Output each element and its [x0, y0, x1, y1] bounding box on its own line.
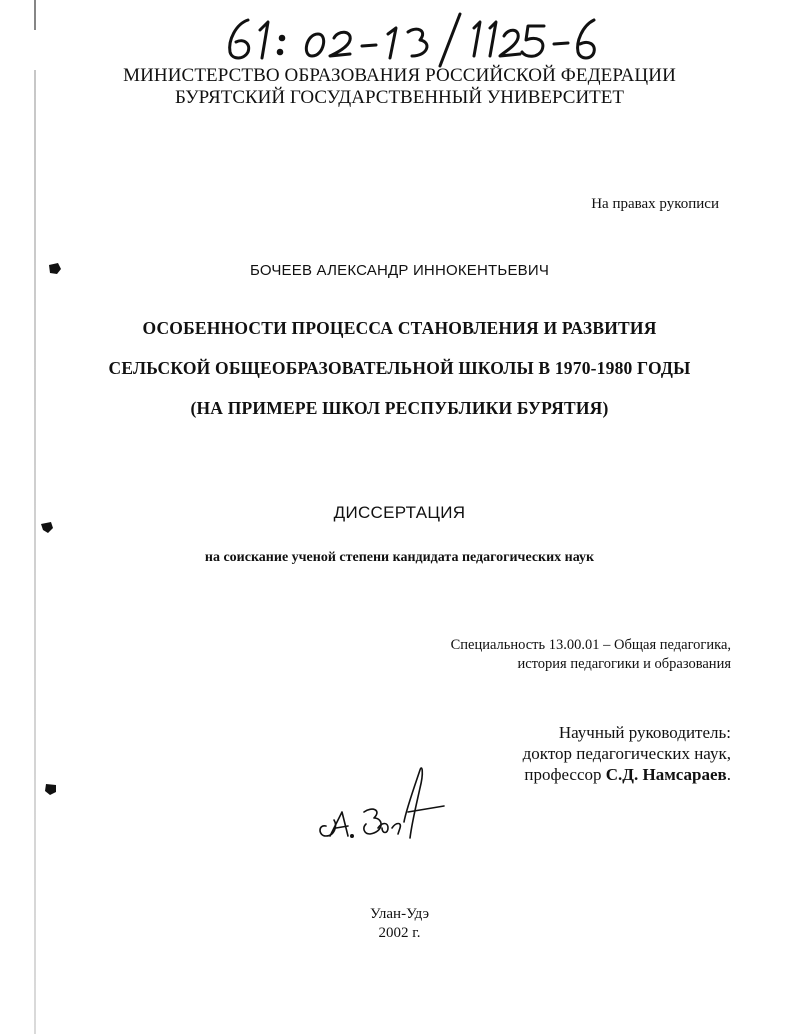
title-line-3: (НА ПРИМЕРЕ ШКОЛ РЕСПУБЛИКИ БУРЯТИЯ): [190, 398, 609, 418]
title-line-1: ОСОБЕННОСТИ ПРОЦЕССА СТАНОВЛЕНИЯ И РАЗВИТИЯ: [142, 318, 657, 338]
university-heading: БУРЯТСКИЙ ГОСУДАРСТВЕННЫЙ УНИВЕРСИТЕТ: [174, 87, 624, 108]
supervisor-period: .: [726, 765, 731, 784]
degree-statement: на соискание ученой степени кандидата педагогических наук: [204, 550, 595, 565]
specialty-block: [451, 636, 731, 674]
supervisor-label: Научный руководитель:: [558, 723, 731, 742]
specialty-line-2: история педагогики и образования: [517, 656, 731, 672]
document-type: ДИССЕРТАЦИЯ: [333, 503, 466, 522]
supervisor-title-line: [523, 764, 731, 785]
supervisor-rank: профессор: [524, 765, 606, 784]
supervisor-name: С.Д. Намсараев: [605, 765, 727, 784]
publication-year: 2002 г.: [378, 925, 421, 941]
author-signature: [312, 762, 452, 852]
specialty-line-1: Специальность 13.00.01 – Общая педагогика,: [450, 637, 731, 653]
binding-hole-mark: [44, 782, 58, 796]
manuscript-rights-note: На правах рукописи: [591, 196, 719, 212]
author-name: БОЧЕЕВ АЛЕКСАНДР ИННОКЕНТЬЕВИЧ: [249, 262, 550, 279]
ministry-heading: МИНИСТЕРСТВО ОБРАЗОВАНИЯ РОССИЙСКОЙ ФЕДЕРАЦИИ: [123, 65, 676, 86]
title-line-2: СЕЛЬСКОЙ ОБЩЕОБРАЗОВАТЕЛЬНОЙ ШКОЛЫ В 1970-1980 ГОДЫ: [108, 358, 691, 378]
place-of-publication: Улан-Удэ: [369, 906, 430, 922]
archive-code-handwritten: [222, 8, 642, 68]
supervisor-block: [523, 722, 731, 785]
supervisor-degree: доктор педагогических наук,: [522, 744, 731, 763]
